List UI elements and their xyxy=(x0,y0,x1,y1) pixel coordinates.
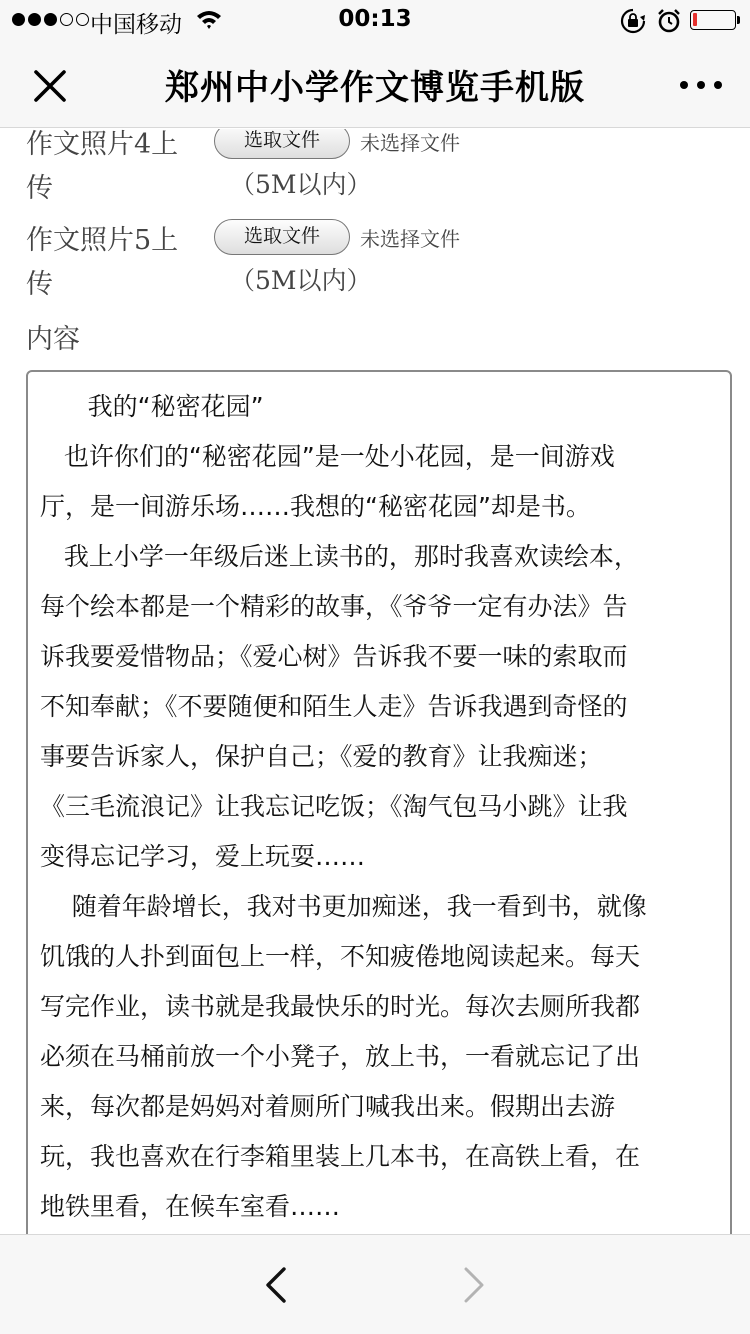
essay-line: 玩，我也喜欢在行李箱里装上几本书，在高铁上看，在 xyxy=(40,1142,641,1171)
carrier-name: 中国移动 xyxy=(90,12,182,38)
essay-line: 每个绘本都是一个精彩的故事，《爷爷一定有办法》告 xyxy=(40,592,628,621)
essay-line: 厅，是一间游乐场……我想的“秘密花园”却是书。 xyxy=(40,492,591,521)
essay-line: 我的“秘密花园” xyxy=(40,392,264,421)
upload-label xyxy=(26,219,196,307)
essay-line: 事要告诉家人，保护自己；《爱的教育》让我痴迷； xyxy=(40,742,603,771)
essay-line: 写完作业，读书就是我最快乐的时光。每次去厕所我都 xyxy=(40,992,641,1021)
rotation-lock-icon xyxy=(620,8,646,34)
upload-label-line: 传 xyxy=(26,269,53,300)
size-note: （5M以内） xyxy=(230,266,372,295)
essay-line: 必须在马桶前放一个小凳子，放上书，一看就忘记了出 xyxy=(40,1042,641,1071)
essay-line: 诉我要爱惜物品；《爱心树》告诉我不要一味的索取而 xyxy=(40,642,628,671)
essay-line: 也许你们的“秘密花园”是一处小花园，是一间游戏 xyxy=(40,442,615,471)
content-textarea[interactable] xyxy=(26,370,732,1234)
essay-line: 我上小学一年级后迷上读书的，那时我喜欢读绘本， xyxy=(40,542,639,571)
file-status: 未选择文件 xyxy=(360,227,460,251)
upload-label-line: 作文照片4上 xyxy=(26,129,179,160)
page-content xyxy=(0,129,750,1234)
battery-icon xyxy=(690,10,736,30)
page-title: 郑州中小学作文博览手机版 xyxy=(165,68,585,108)
alarm-icon xyxy=(656,8,682,34)
more-icon[interactable] xyxy=(676,70,726,100)
photo-upload-5 xyxy=(26,219,726,311)
bottom-toolbar xyxy=(0,1234,750,1334)
essay-line: 变得忘记学习，爱上玩耍…… xyxy=(40,842,366,871)
essay-line: 《三毛流浪记》让我忘记吃饭；《淘气包马小跳》让我 xyxy=(40,792,628,821)
essay-line: 随着年龄增长，我对书更加痴迷，我一看到书，就像 xyxy=(40,892,647,921)
status-bar xyxy=(0,0,750,40)
choose-file-button[interactable]: 选取文件 xyxy=(214,129,350,159)
file-status: 未选择文件 xyxy=(360,131,460,155)
nav-bar xyxy=(0,40,750,128)
essay-line: 地铁里看，在候车室看…… xyxy=(40,1192,341,1221)
photo-upload-4 xyxy=(26,129,726,215)
choose-file-button[interactable]: 选取文件 xyxy=(214,219,350,255)
upload-label-line: 作文照片5上 xyxy=(26,225,179,256)
essay-text xyxy=(40,382,716,1232)
chevron-left-icon[interactable] xyxy=(256,1265,296,1305)
essay-line: 不知奉献；《不要随便和陌生人走》告诉我遇到奇怪的 xyxy=(40,692,628,721)
content-label: 内容 xyxy=(26,324,80,355)
clock: 00:13 xyxy=(338,6,412,32)
upload-label-line: 传 xyxy=(26,173,53,204)
upload-label xyxy=(26,129,196,211)
chevron-right-icon[interactable] xyxy=(454,1265,494,1305)
essay-line: 来，每次都是妈妈对着厕所门喊我出来。假期出去游 xyxy=(40,1092,616,1121)
essay-line: 饥饿的人扑到面包上一样，不知疲倦地阅读起来。每天 xyxy=(40,942,641,971)
size-note: （5M以内） xyxy=(230,170,372,199)
battery-level xyxy=(693,13,697,26)
